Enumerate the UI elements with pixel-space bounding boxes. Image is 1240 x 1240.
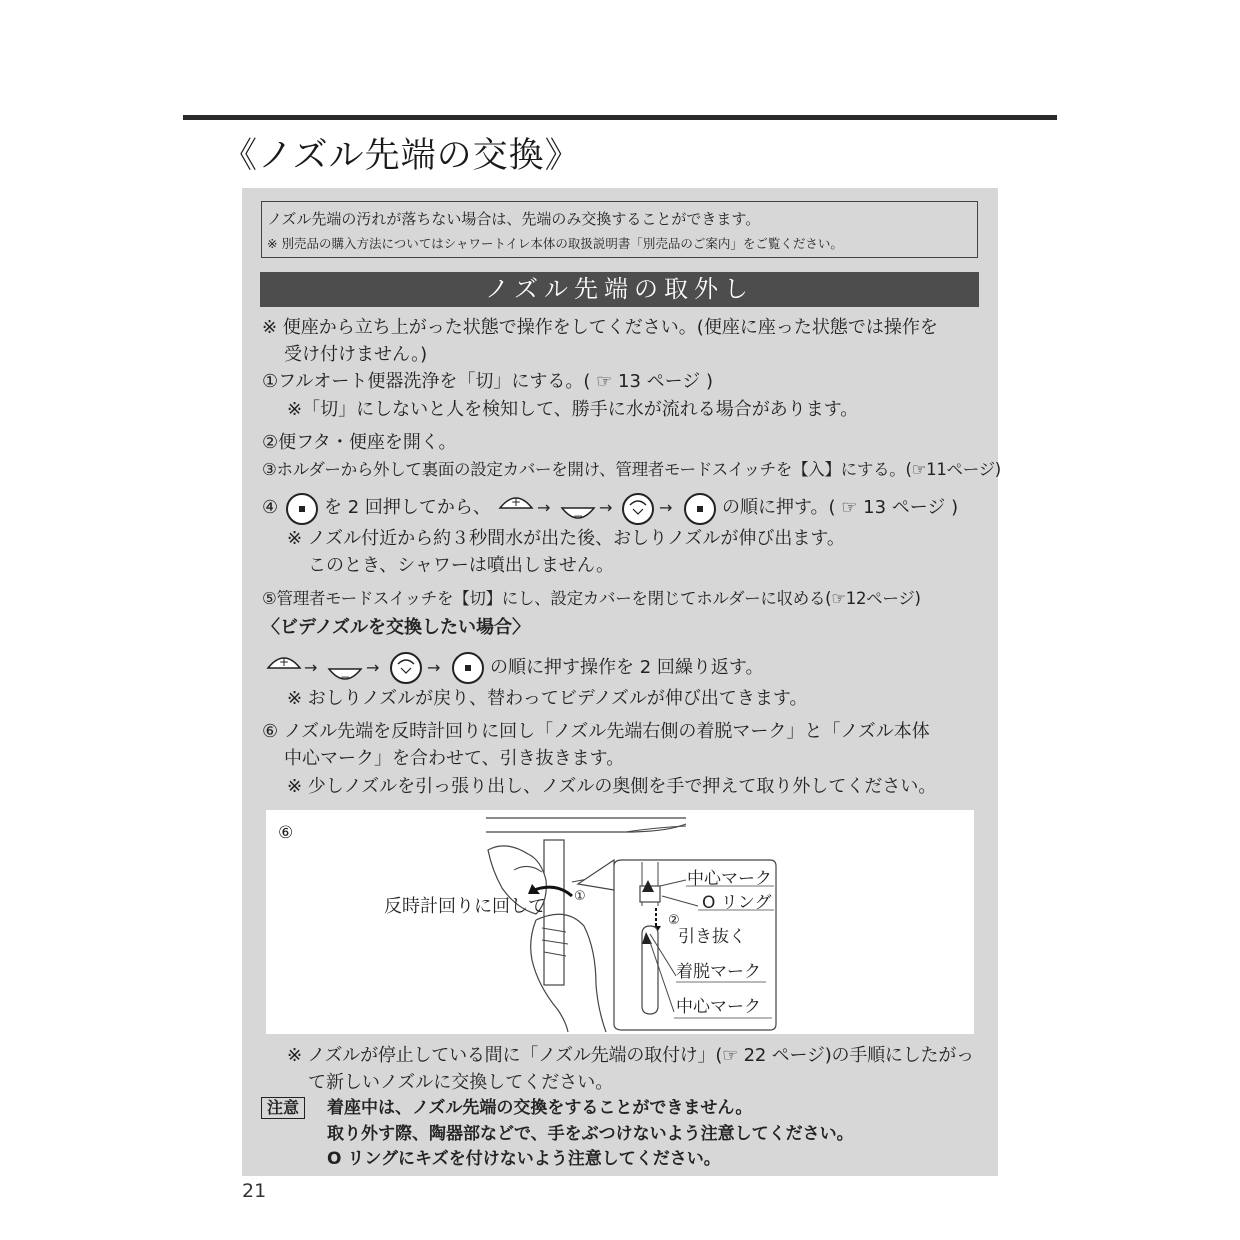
step-3: ③ホルダーから外して裏面の設定カバーを開け、管理者モードスイッチを【入】にする。(☞11ページ) — [262, 460, 1001, 479]
step-4-mid: を 2 回押してから、 — [324, 497, 491, 518]
intro-line-1: ノズル先端の汚れが落ちない場合は、先端のみ交換することができます。 — [267, 210, 761, 228]
arrow-6: → — [427, 658, 441, 677]
step-2: ②便フタ・便座を開く。 — [262, 432, 457, 453]
step-4-prefix: ④ — [262, 497, 279, 518]
stop-button-icon — [285, 492, 319, 526]
note-seat-line-1: ※ 便座から立ち上がった状態で操作をしてください。(便座に座った状態では操作を — [262, 317, 938, 338]
svg-text:−: − — [339, 670, 351, 684]
bidet-suffix: の順に押す操作を 2 回繰り返す。 — [490, 657, 764, 678]
step-5: ⑤管理者モードスイッチを【切】にし、設定カバーを閉じてホルダーに収める(☞12ページ) — [262, 589, 921, 608]
bidet-button-icon — [621, 492, 655, 526]
svg-text:−: − — [572, 509, 584, 523]
arrow-1: → — [537, 498, 551, 517]
page-title: 《ノズル先端の交換》 — [222, 136, 581, 176]
step-4-note-2: このとき、シャワーは噴出しません。 — [308, 555, 614, 576]
o-ring-label: O リング — [702, 893, 772, 913]
intro-box — [261, 201, 978, 258]
caution-line-3: O リングにキズを付けないよう注意してください。 — [327, 1149, 721, 1169]
caution-line-1: 着座中は、ノズル先端の交換をすることができません。 — [327, 1098, 753, 1118]
svg-text:+: + — [278, 655, 290, 669]
pull-out-label: 引き抜く — [678, 927, 746, 947]
bidet-heading: 〈ビデノズルを交換したい場合〉 — [262, 617, 531, 638]
step-2-marker: ② — [668, 913, 680, 928]
nozzle-illustration — [266, 810, 974, 1034]
minus-button-icon — [560, 506, 596, 524]
center-mark-bottom-label: 中心マーク — [676, 997, 761, 1017]
after-note-line-2: て新しいノズルに交換してください。 — [308, 1072, 614, 1093]
stop-button-icon — [683, 492, 717, 526]
bidet-button-icon — [389, 651, 423, 685]
arrow-5: → — [366, 658, 380, 677]
figure-label: ⑥ — [278, 823, 294, 843]
section-heading: ノズル先端の取外し — [260, 272, 979, 307]
top-rule — [183, 115, 1057, 120]
page-number: 21 — [242, 1180, 267, 1202]
step-6-line-1: ⑥ ノズル先端を反時計回りに回し「ノズル先端右側の着脱マーク」と「ノズル本体 — [262, 721, 930, 742]
plus-button-icon — [498, 492, 534, 510]
caution-line-2: 取り外す際、陶器部などで、手をぶつけないよう注意してください。 — [327, 1124, 854, 1144]
minus-button-icon — [327, 667, 363, 685]
note-seat-line-2: 受け付けません。) — [284, 344, 428, 365]
attach-mark-label: 着脱マーク — [676, 962, 761, 982]
step-4-note-1: ※ ノズル付近から約３秒間水が出た後、おしりノズルが伸び出ます。 — [287, 528, 845, 549]
svg-text:+: + — [510, 495, 522, 509]
arrow-2: → — [599, 498, 613, 517]
step-6-line-2: 中心マーク」を合わせて、引き抜きます。 — [284, 748, 625, 769]
stop-button-icon — [451, 651, 485, 685]
caution-label: 注意 — [261, 1097, 305, 1119]
step-4-suffix: の順に押す。( ☞ 13 ページ ) — [722, 497, 959, 518]
arrow-3: → — [659, 498, 673, 517]
step-1-marker: ① — [574, 889, 586, 904]
nozzle-figure — [266, 810, 974, 1034]
center-mark-top-label: 中心マーク — [687, 869, 772, 889]
after-note-line-1: ※ ノズルが停止している間に「ノズル先端の取付け」(☞ 22 ページ)の手順にしたがっ — [287, 1045, 974, 1066]
bidet-note: ※ おしりノズルが戻り、替わってビデノズルが伸び出てきます。 — [287, 688, 808, 709]
rotate-label: 反時計回りに回して — [384, 896, 546, 917]
plus-button-icon — [266, 652, 302, 670]
step-1-note: ※「切」にしないと人を検知して、勝手に水が流れる場合があります。 — [287, 399, 859, 420]
intro-line-2: ※ 別売品の購入方法についてはシャワートイレ本体の取扱説明書「別売品のご案内」をご覧ください。 — [267, 236, 843, 251]
arrow-4: → — [304, 658, 318, 677]
step-6-note: ※ 少しノズルを引っ張り出し、ノズルの奥側を手で押えて取り外してください。 — [287, 776, 937, 797]
step-1: ①フルオート便器洗浄を「切」にする。( ☞ 13 ページ ) — [262, 371, 714, 392]
